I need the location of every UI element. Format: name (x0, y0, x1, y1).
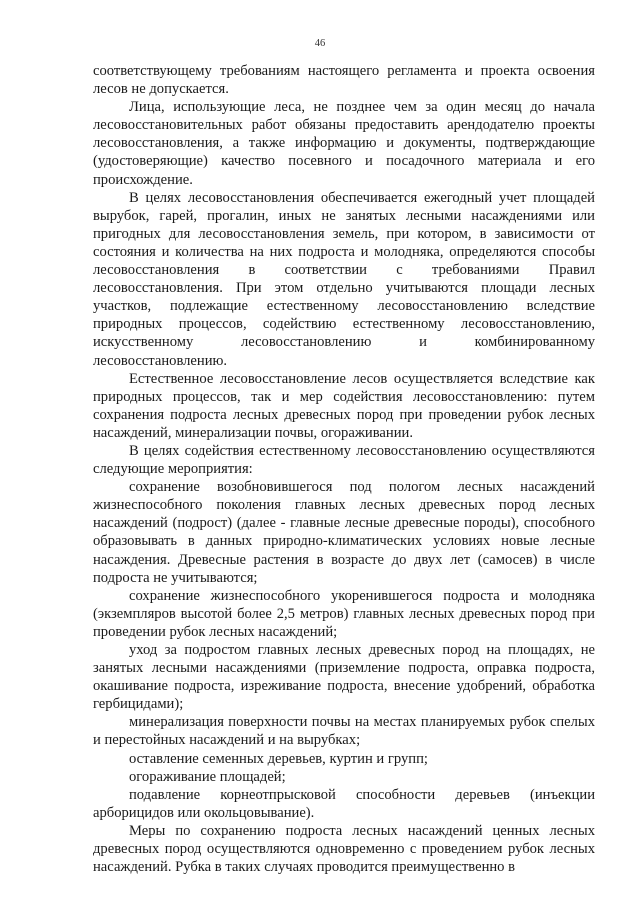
paragraph: Естественное лесовосстановление лесов осуществляется вследствие как природных процессов, так и мер содействия лесовосстановлению: путем сохранения подроста лесных древесных пород при проведении рубок лесных насаждений, минерализации почвы, огораживании. (93, 370, 595, 441)
list-item: подавление корнеотпрысковой способности деревьев (инъекции арборицидов или окольцовывание). (93, 786, 595, 821)
list-item: минерализация поверхности почвы на местах планируемых рубок спелых и перестойных насаждений и на вырубках; (93, 714, 595, 749)
paragraph: Меры по сохранению подроста лесных насаждений ценных лесных древесных пород осуществляются одновременно с проведением рубок лесных насаждений. Рубка в таких случаях проводится преимущественно в (93, 822, 595, 876)
list-item: оставление семенных деревьев, куртин и групп; (129, 750, 428, 767)
page-number: 46 (314, 38, 326, 49)
list-item: огораживание площадей; (129, 768, 286, 785)
body-text (93, 62, 595, 876)
list-item: уход за подростом главных лесных древесных пород на площадях, не занятых лесными насаждениями (приземление подроста, оправка подроста, окашивание подроста, изреживание подроста, внесение удобрений, обработка гербицидами); (93, 642, 595, 713)
list-item: сохранение возобновившегося под пологом лесных насаждений жизнеспособного поколения главных лесных древесных пород лесных насаждений (подрост) (далее - главные лесные древесные породы), способного образовывать в данных природно-климатических условиях новые лесные насаждения. Древесные растения в возрасте до двух лет (самосев) в числе подроста не учитываются; (93, 479, 595, 586)
list-item: сохранение жизнеспособного укоренившегося подроста и молодняка (экземпляров высотой более 2,5 метров) главных лесных древесных пород при проведении рубок лесных насаждений; (93, 587, 595, 640)
paragraph: В целях содействия естественному лесовосстановлению осуществляются следующие мероприятия: (93, 442, 595, 478)
paragraph: В целях лесовосстановления обеспечивается ежегодный учет площадей вырубок, гарей, прогалин, иных не занятых лесными насаждениями или пригодных для лесовосстановления земель, при котором, в зависимости от состояния и количества на них подроста и молодняка, определяются способы лесовосстановления в соответствии с требованиями Правил лесовосстановления. При этом отдельно учитываются площади лесных участков, подлежащие естественному лесовосстановлению вследствие природных процессов, содействию естественному лесовосстановлению, искусственному лесовосстановлению и комбинированному лесовосстановлению. (93, 189, 595, 369)
paragraph: соответствующему требованиям настоящего регламента и проекта освоения лесов не допускается. (93, 63, 595, 98)
paragraph: Лица, использующие леса, не позднее чем за один месяц до начала лесовосстановительных работ обязаны предоставить арендодателю проекты лесовосстановления, а также информацию и документы, подтверждающие (удостоверяющие) качество посевного и посадочного материала и его происхождение. (93, 99, 595, 188)
